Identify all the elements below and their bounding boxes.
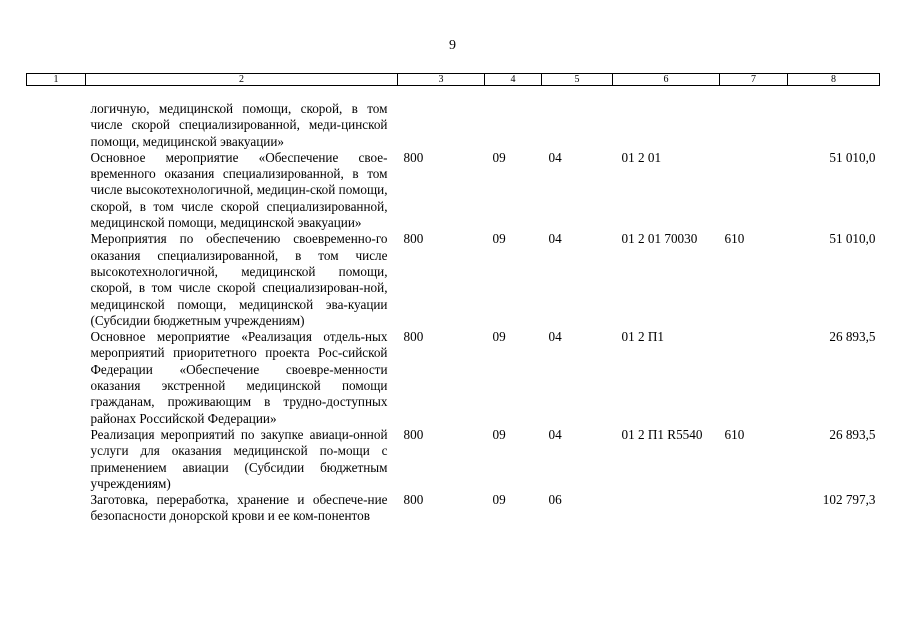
row-expense-type (720, 86, 788, 150)
row-expense-type (720, 150, 788, 231)
row-section: 09 (492, 492, 506, 508)
row-ministry: 800 (403, 329, 424, 345)
table-row (27, 329, 880, 427)
row-amount (788, 86, 880, 150)
row-subsection: 04 (548, 231, 562, 247)
table-row (27, 86, 880, 150)
row-target: 01 2 П1 (621, 329, 664, 345)
column-header-6: 6 (613, 74, 720, 86)
row-name: Основное мероприятие «Обеспечение свое-временного оказания специализированной, в том числе высокотехнологичной, медицин-ской помощи, скорой, в том числе скорой специализированной, медицинской помощи, медицинской эвакуации» (90, 149, 388, 231)
column-header-1: 1 (27, 74, 86, 86)
row-subsection (542, 86, 613, 150)
row-amount: 51 010,0 (829, 231, 876, 247)
table-row (27, 150, 880, 231)
row-name: Мероприятия по обеспечению своевременно-го оказания специализированной, в том числе высокотехнологичной, медицинской помощи, скорой, в том числе скорой специализирован-ной, медицинской помощи, медицинской эва-куации (Субсидии бюджетным учреждениям) (90, 231, 388, 328)
row-section: 09 (492, 329, 506, 345)
row-expense-type: 610 (724, 231, 745, 247)
table-row (27, 231, 880, 329)
row-subsection: 04 (548, 426, 562, 442)
row-subsection: 04 (548, 329, 562, 345)
row-amount: 51 010,0 (829, 149, 876, 165)
row-name: Основное мероприятие «Реализация отдель-ных мероприятий приоритетного проекта Рос-сийской Федерации «Обеспечение своевре-менности оказания экстренной медицинской помощи гражданам, проживающим в трудно-доступных районах Российской Федерации» (90, 329, 388, 426)
row-name: логичную, медицинской помощи, скорой, в том числе скорой специализированной, меди-цинской помощи, медицинской эвакуации» (90, 101, 388, 149)
row-ministry: 800 (403, 492, 424, 508)
row-expense-type (720, 329, 788, 427)
row-name: Заготовка, переработка, хранение и обеспече-ние безопасности донорской крови и ее ком-понентов (90, 492, 388, 524)
row-section (485, 86, 542, 150)
row-expense-type: 610 (724, 426, 745, 442)
row-target (613, 86, 720, 150)
column-header-2: 2 (86, 74, 398, 86)
budget-table (26, 73, 880, 525)
row-expense-type (720, 492, 788, 525)
column-header-3: 3 (398, 74, 485, 86)
row-target: 01 2 П1 R5540 (621, 426, 703, 442)
row-ministry: 800 (403, 149, 424, 165)
row-ministry: 800 (403, 426, 424, 442)
column-header-5: 5 (542, 74, 613, 86)
row-amount: 26 893,5 (829, 329, 876, 345)
row-subsection: 04 (548, 149, 562, 165)
row-ministry (398, 86, 485, 150)
row-target (613, 492, 720, 525)
row-section: 09 (492, 426, 506, 442)
page-number: 9 (449, 38, 456, 53)
column-number-header (27, 74, 880, 86)
table-row (27, 492, 880, 525)
row-name: Реализация мероприятий по закупке авиаци-онной услуги для оказания медицинской по-мощи с применением авиации (Субсидии бюджетным учреждениям) (90, 426, 388, 491)
row-subsection: 06 (548, 492, 562, 508)
column-header-8: 8 (788, 74, 880, 86)
row-target: 01 2 01 70030 (621, 231, 698, 247)
row-section: 09 (492, 149, 506, 165)
row-ministry: 800 (403, 231, 424, 247)
row-target: 01 2 01 (621, 149, 662, 165)
row-amount: 26 893,5 (829, 426, 876, 442)
row-amount: 102 797,3 (822, 492, 876, 508)
column-header-4: 4 (485, 74, 542, 86)
table-row (27, 427, 880, 492)
row-section: 09 (492, 231, 506, 247)
column-header-7: 7 (720, 74, 788, 86)
